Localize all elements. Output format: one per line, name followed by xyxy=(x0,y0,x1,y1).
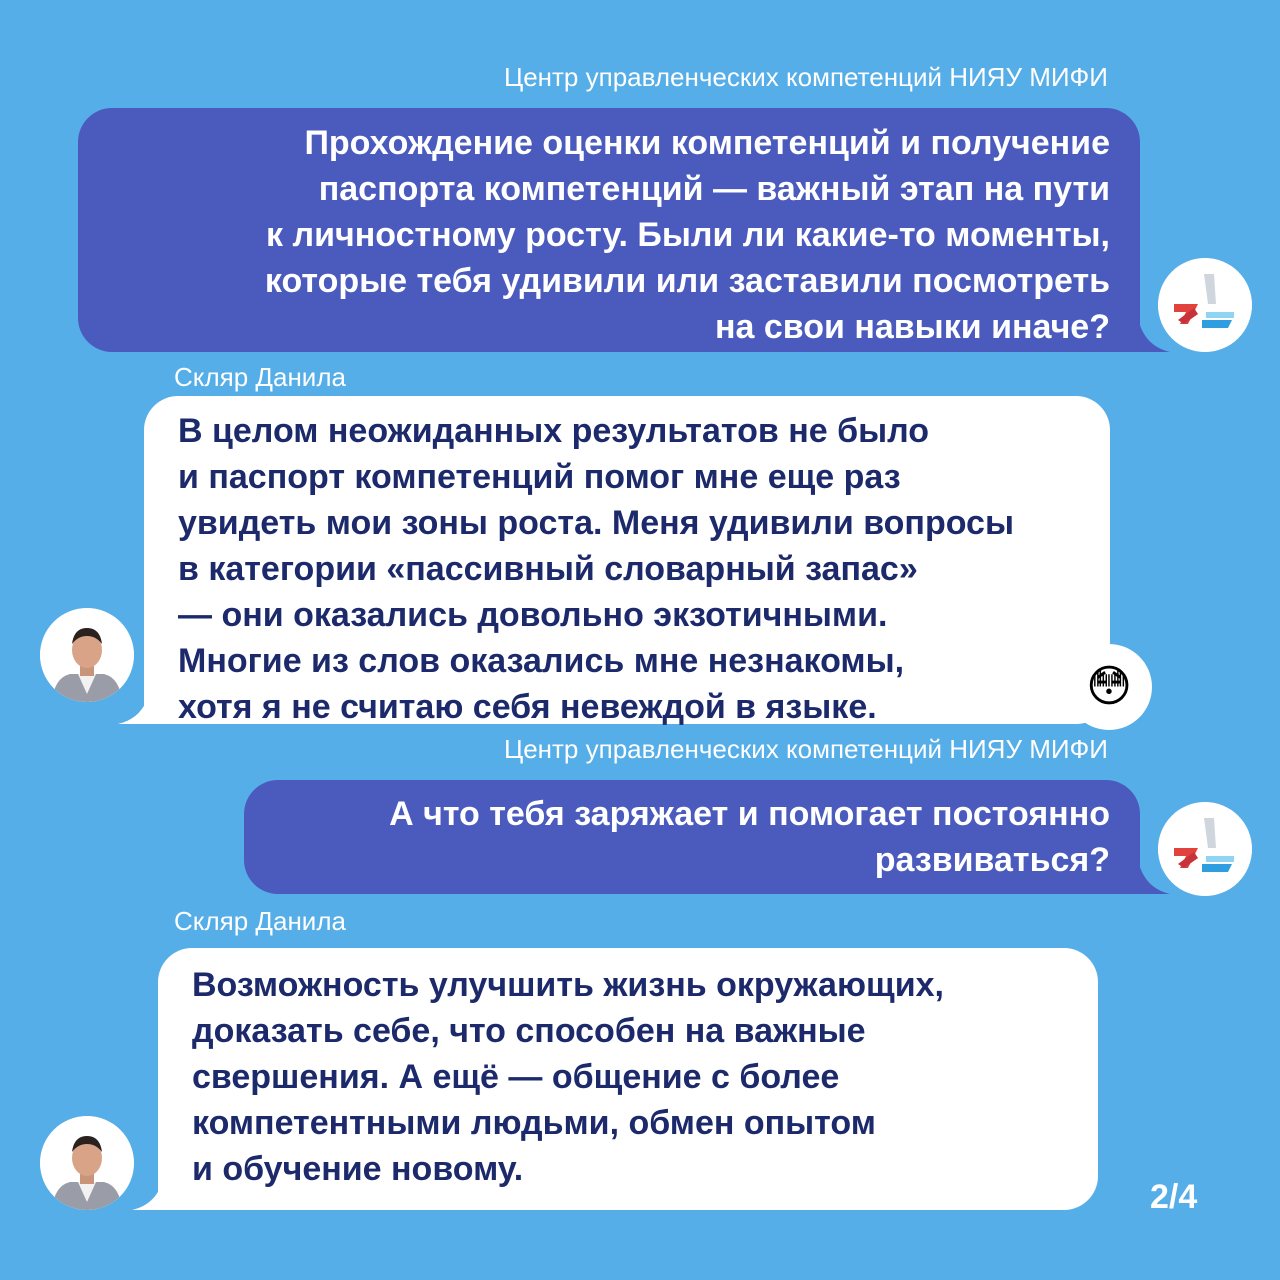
message-bubble-user xyxy=(144,396,1110,724)
sender-name-user: Скляр Данила xyxy=(174,362,346,392)
university-logo-icon xyxy=(1158,258,1252,352)
university-logo-icon xyxy=(1158,802,1252,896)
message-bubble-org xyxy=(78,108,1140,352)
message-line: Возможность улучшить жизнь окружающих, xyxy=(192,966,944,1004)
message-line: доказать себе, что способен на важные xyxy=(192,1012,866,1050)
message-line: А что тебя заряжает и помогает постоянно xyxy=(389,795,1110,833)
user-photo-avatar xyxy=(40,608,134,702)
message-line: В целом неожиданных результатов не было xyxy=(178,412,930,450)
message-line: в категории «пассивный словарный запас» xyxy=(178,550,918,588)
message-line: компетентными людьми, обмен опытом xyxy=(192,1104,876,1142)
sender-name-org: Центр управленческих компетенций НИЯУ МИФИ xyxy=(503,62,1108,92)
message-line: на свои навыки иначе? xyxy=(714,308,1110,346)
message-line: и обучение новому. xyxy=(192,1150,524,1188)
message-bubble-org xyxy=(244,780,1140,894)
message-line: Многие из слов оказались мне незнакомы, xyxy=(178,642,905,680)
message-line: паспорта компетенций — важный этап на пути xyxy=(318,170,1110,208)
user-photo-avatar xyxy=(40,1116,134,1210)
flushed-face-icon: 😳 xyxy=(1066,644,1152,730)
message-line: увидеть мои зоны роста. Меня удивили вопросы xyxy=(178,504,1015,542)
page-counter: 2/4 xyxy=(1150,1178,1198,1216)
message-line: развиваться? xyxy=(874,841,1110,879)
bubble-tail xyxy=(130,1176,164,1210)
bubble-tail xyxy=(116,690,150,724)
message-line: хотя я не считаю себя невеждой в языке. xyxy=(178,688,877,726)
sender-name-org: Центр управленческих компетенций НИЯУ МИФИ xyxy=(503,734,1108,764)
sender-name-user: Скляр Данила xyxy=(174,906,346,936)
message-line: — они оказались довольно экзотичными. xyxy=(178,596,888,634)
message-bubble-user xyxy=(158,948,1098,1210)
message-line: свершения. А ещё — общение с более xyxy=(192,1058,840,1096)
message-line: и паспорт компетенций помог мне еще раз xyxy=(178,458,901,496)
message-line: Прохождение оценки компетенций и получение xyxy=(304,124,1110,162)
message-line: к личностному росту. Были ли какие-то моменты, xyxy=(266,216,1110,254)
message-line: которые тебя удивили или заставили посмотреть xyxy=(264,262,1110,300)
